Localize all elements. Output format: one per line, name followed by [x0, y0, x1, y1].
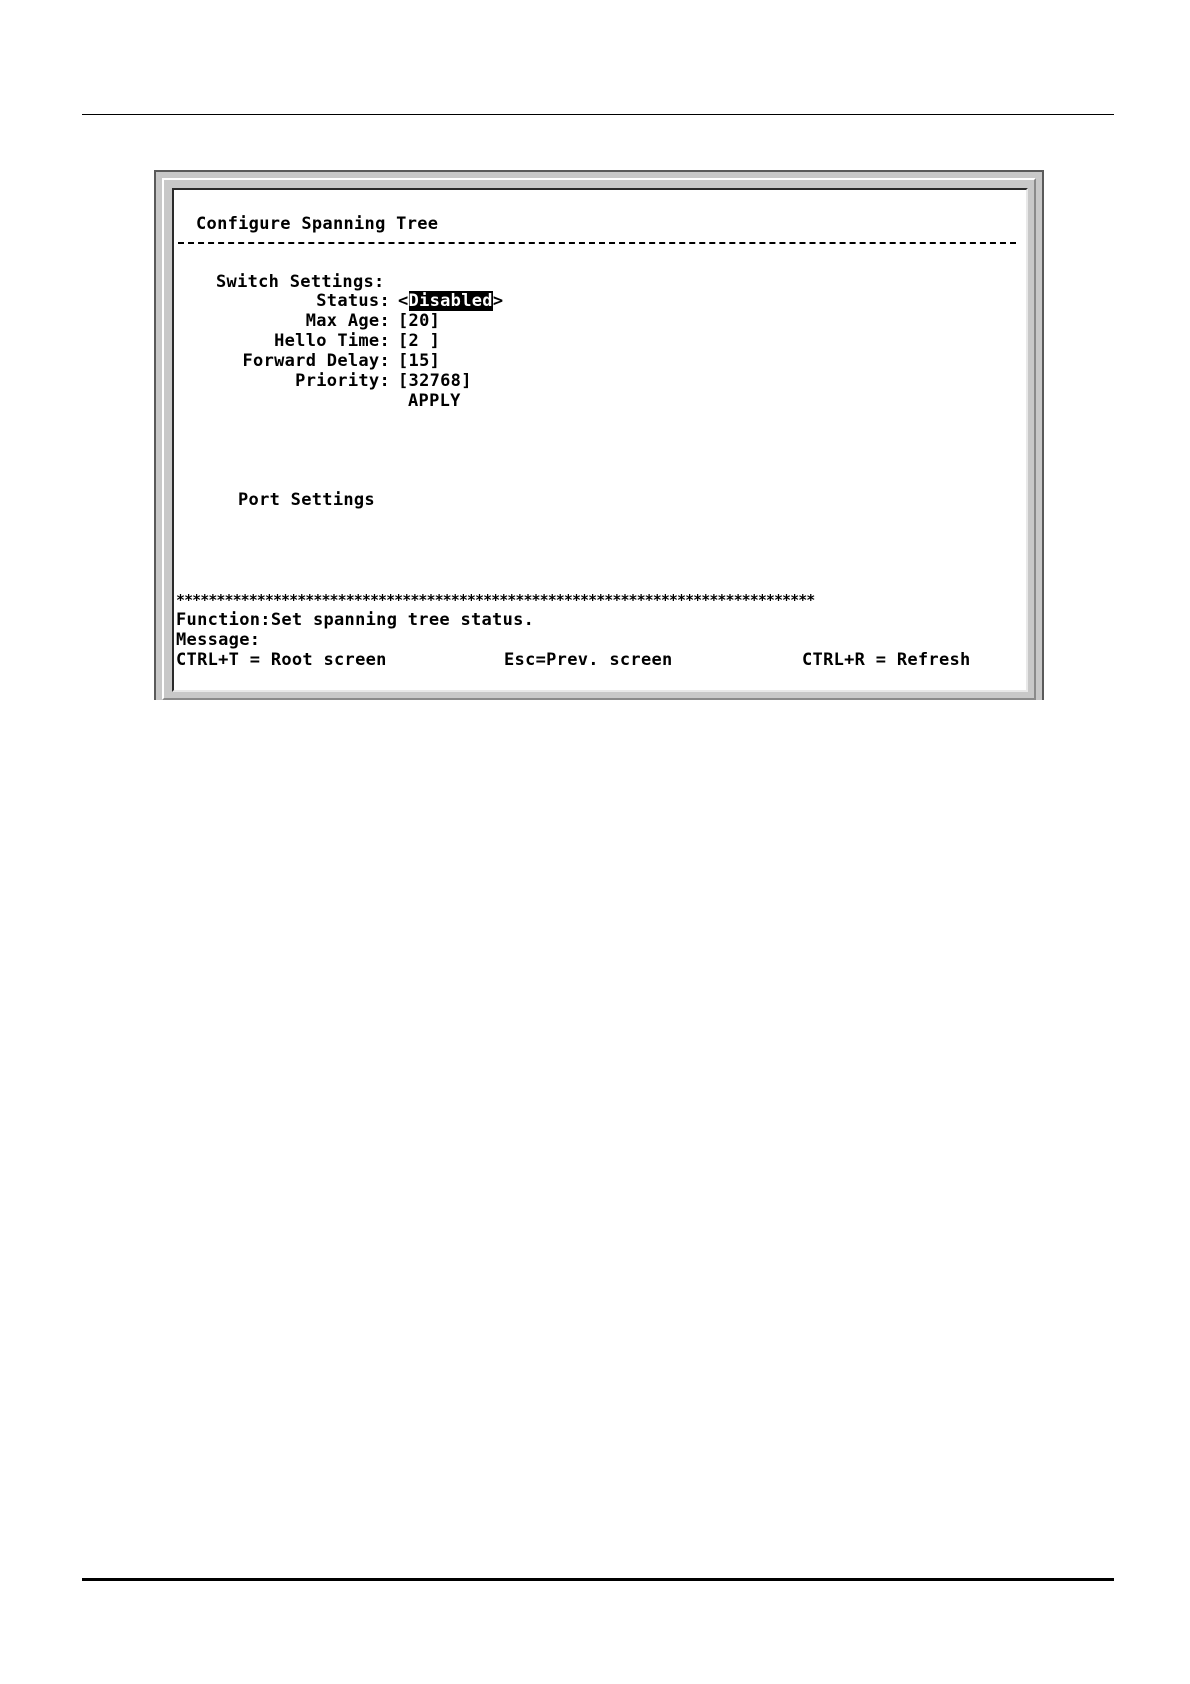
status-label: Status:: [316, 291, 390, 311]
status-close-bracket: >: [492, 291, 504, 311]
terminal-window: [154, 170, 1044, 700]
apply-button[interactable]: APPLY: [408, 391, 461, 411]
priority-field[interactable]: [32768]: [398, 371, 472, 391]
switch-settings-heading: Switch Settings:: [216, 272, 385, 292]
page-top-rule: [82, 114, 1114, 115]
status-field[interactable]: [398, 291, 503, 311]
terminal-screen: [172, 188, 1028, 692]
port-settings-link[interactable]: Port Settings: [238, 490, 375, 510]
function-text: Function:Set spanning tree status.: [176, 610, 535, 630]
hello-time-field[interactable]: [2 ]: [398, 331, 441, 351]
title-separator: [178, 242, 1016, 244]
page-bottom-rule: [82, 1578, 1114, 1581]
hello-time-label: Hello Time:: [274, 331, 390, 351]
forward-delay-label: Forward Delay:: [242, 351, 390, 371]
status-open-bracket: <: [398, 291, 409, 311]
status-separator: *******************************************************************************: [176, 592, 815, 608]
message-text: Message:: [176, 630, 261, 650]
max-age-label: Max Age:: [305, 311, 390, 331]
max-age-field[interactable]: [20]: [398, 311, 441, 331]
root-screen-shortcut[interactable]: CTRL+T = Root screen: [176, 650, 387, 670]
priority-label: Priority:: [295, 371, 390, 391]
forward-delay-field[interactable]: [15]: [398, 351, 441, 371]
status-value[interactable]: Disabled: [408, 291, 493, 311]
screen-title: Configure Spanning Tree: [196, 214, 439, 234]
prev-screen-shortcut[interactable]: Esc=Prev. screen: [504, 650, 673, 670]
refresh-shortcut[interactable]: CTRL+R = Refresh: [802, 650, 971, 670]
